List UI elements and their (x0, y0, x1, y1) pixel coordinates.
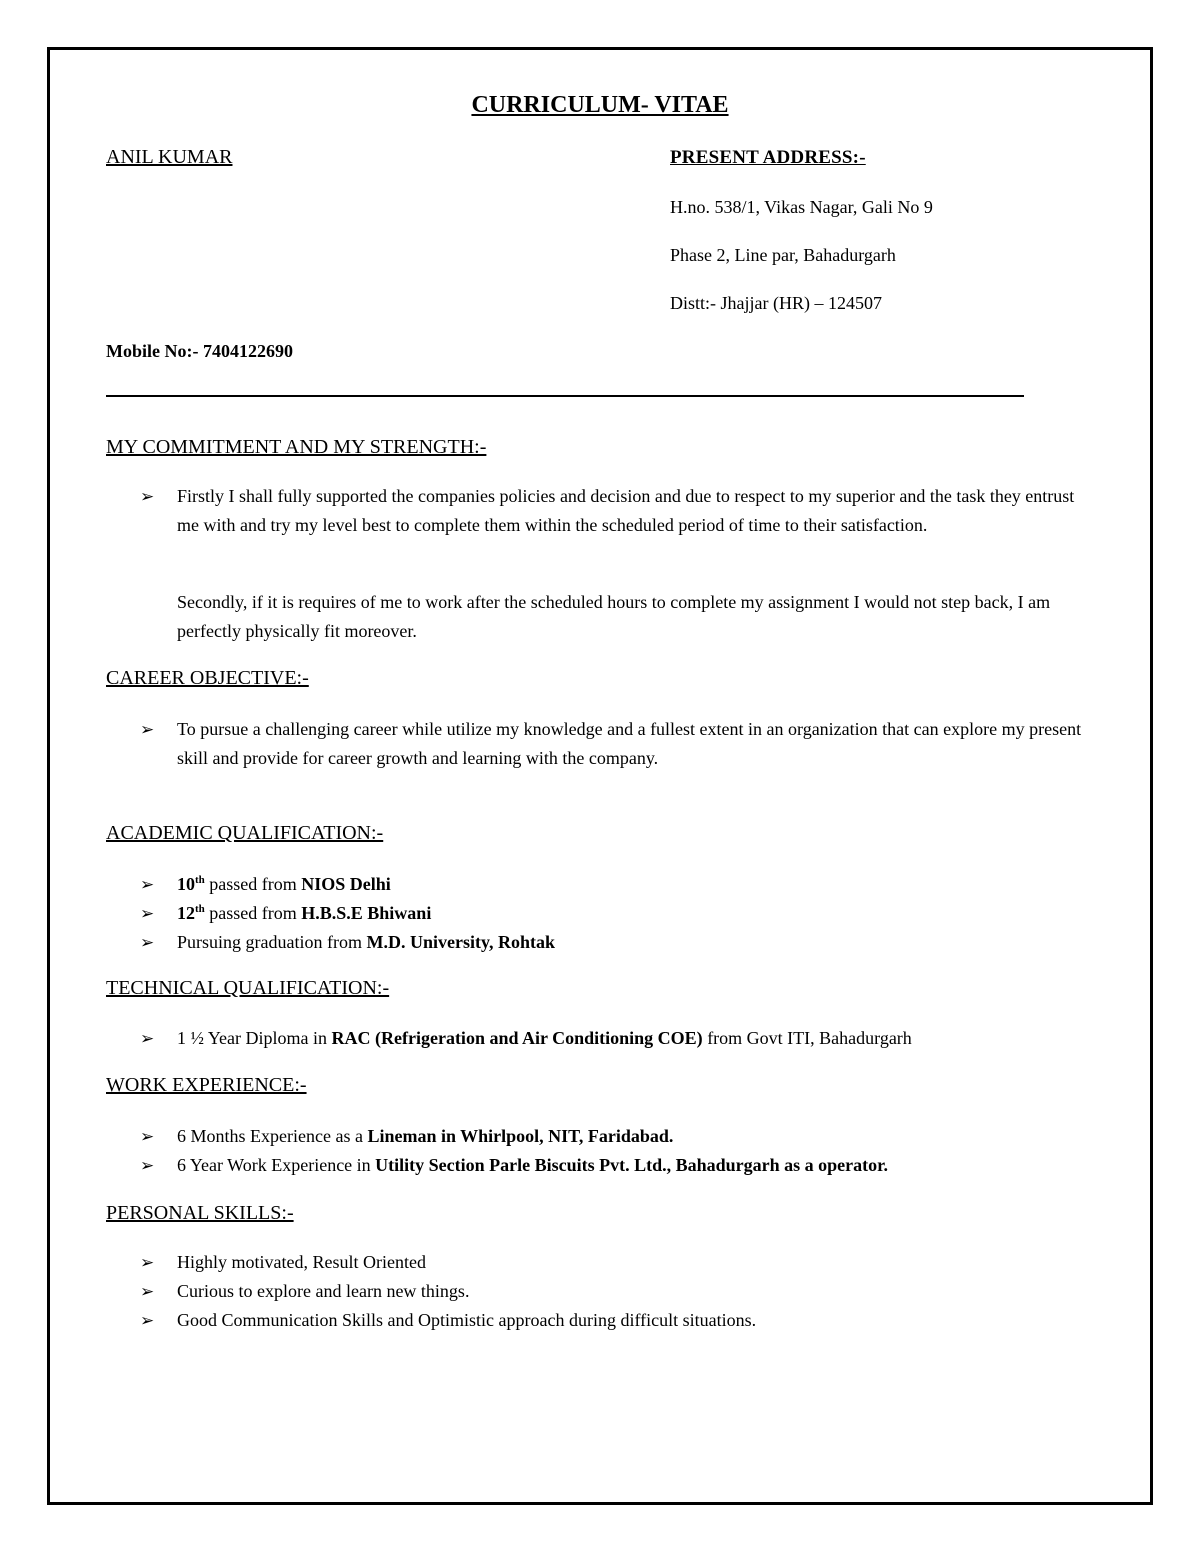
career-heading: CAREER OBJECTIVE:- (106, 667, 309, 689)
document-title: CURRICULUM- VITAE (471, 92, 729, 118)
bullet-icon: ➢ (140, 1127, 155, 1146)
bullet-icon: ➢ (140, 1156, 155, 1175)
academic-university: M.D. University, Rohtak (366, 932, 555, 952)
work-item (177, 1151, 1097, 1180)
academic-item (177, 899, 1097, 928)
commitment-text-2: Secondly, if it is requires of me to work after the scheduled hours to complete my assignment I would not step back, I am perfectly physically fit moreover. (177, 592, 1051, 641)
academic-board: NIOS Delhi (301, 874, 391, 894)
address-line-1: H.no. 538/1, Vikas Nagar, Gali No 9 (670, 197, 933, 217)
work-employer: Lineman in Whirlpool, NIT, Faridabad. (367, 1126, 674, 1146)
technical-course: RAC (Refrigeration and Air Conditioning COE) (331, 1028, 703, 1048)
academic-class: 10 (177, 874, 195, 894)
bullet-icon: ➢ (140, 487, 155, 506)
ordinal-suffix: th (195, 874, 205, 886)
address-line-3: Distt:- Jhajjar (HR) – 124507 (670, 293, 882, 313)
bullet-icon: ➢ (140, 1253, 155, 1272)
academic-plain: passed from (204, 874, 302, 894)
academic-plain: passed from (204, 903, 302, 923)
work-employer: Utility Section Parle Biscuits Pvt. Ltd., Bahadurgarh as a operator. (375, 1155, 888, 1175)
address-line-2: Phase 2, Line par, Bahadurgarh (670, 245, 896, 265)
skill-item: Highly motivated, Result Oriented (177, 1252, 426, 1272)
candidate-name: ANIL KUMAR (106, 146, 233, 168)
skills-heading: PERSONAL SKILLS:- (106, 1202, 294, 1224)
work-heading: WORK EXPERIENCE:- (106, 1074, 307, 1096)
skill-item: Good Communication Skills and Optimistic approach during difficult situations. (177, 1310, 757, 1330)
academic-plain: Pursuing graduation from (177, 932, 367, 952)
address-heading: PRESENT ADDRESS:- (670, 147, 866, 168)
header-divider (106, 395, 1024, 397)
academic-item (177, 928, 1097, 957)
technical-item (177, 1024, 1097, 1053)
technical-heading: TECHNICAL QUALIFICATION:- (106, 977, 390, 999)
bullet-icon: ➢ (140, 1282, 155, 1301)
academic-heading: ACADEMIC QUALIFICATION:- (106, 822, 384, 844)
technical-institute: from Govt ITI, Bahadurgarh (702, 1028, 912, 1048)
technical-pre: 1 ½ Year Diploma in (177, 1028, 332, 1048)
bullet-icon: ➢ (140, 933, 155, 952)
bullet-icon: ➢ (140, 720, 155, 739)
commitment-text-1: Firstly I shall fully supported the companies policies and decision and due to respect to my superior and the task they entrust me with and try my level best to complete them within the scheduled period of time to their satisfaction. (177, 486, 1075, 535)
bullet-icon: ➢ (140, 1029, 155, 1048)
skill-item: Curious to explore and learn new things. (177, 1281, 470, 1301)
academic-class: 12 (177, 903, 195, 923)
career-objective-text: To pursue a challenging career while utilize my knowledge and a fullest extent in an organization that can explore my present skill and provide for career growth and learning with the company. (177, 719, 1082, 768)
mobile-number: Mobile No:- 7404122690 (106, 341, 293, 361)
commitment-paragraph-1 (177, 482, 1097, 540)
work-item (177, 1122, 1097, 1151)
work-plain: 6 Months Experience as a (177, 1126, 368, 1146)
bullet-icon: ➢ (140, 875, 155, 894)
commitment-heading: MY COMMITMENT AND MY STRENGTH:- (106, 436, 487, 458)
bullet-icon: ➢ (140, 1311, 155, 1330)
work-plain: 6 Year Work Experience in (177, 1155, 376, 1175)
bullet-icon: ➢ (140, 904, 155, 923)
ordinal-suffix: th (195, 903, 205, 915)
academic-item (177, 870, 1097, 899)
commitment-paragraph-2 (177, 588, 1097, 646)
academic-board: H.B.S.E Bhiwani (301, 903, 432, 923)
